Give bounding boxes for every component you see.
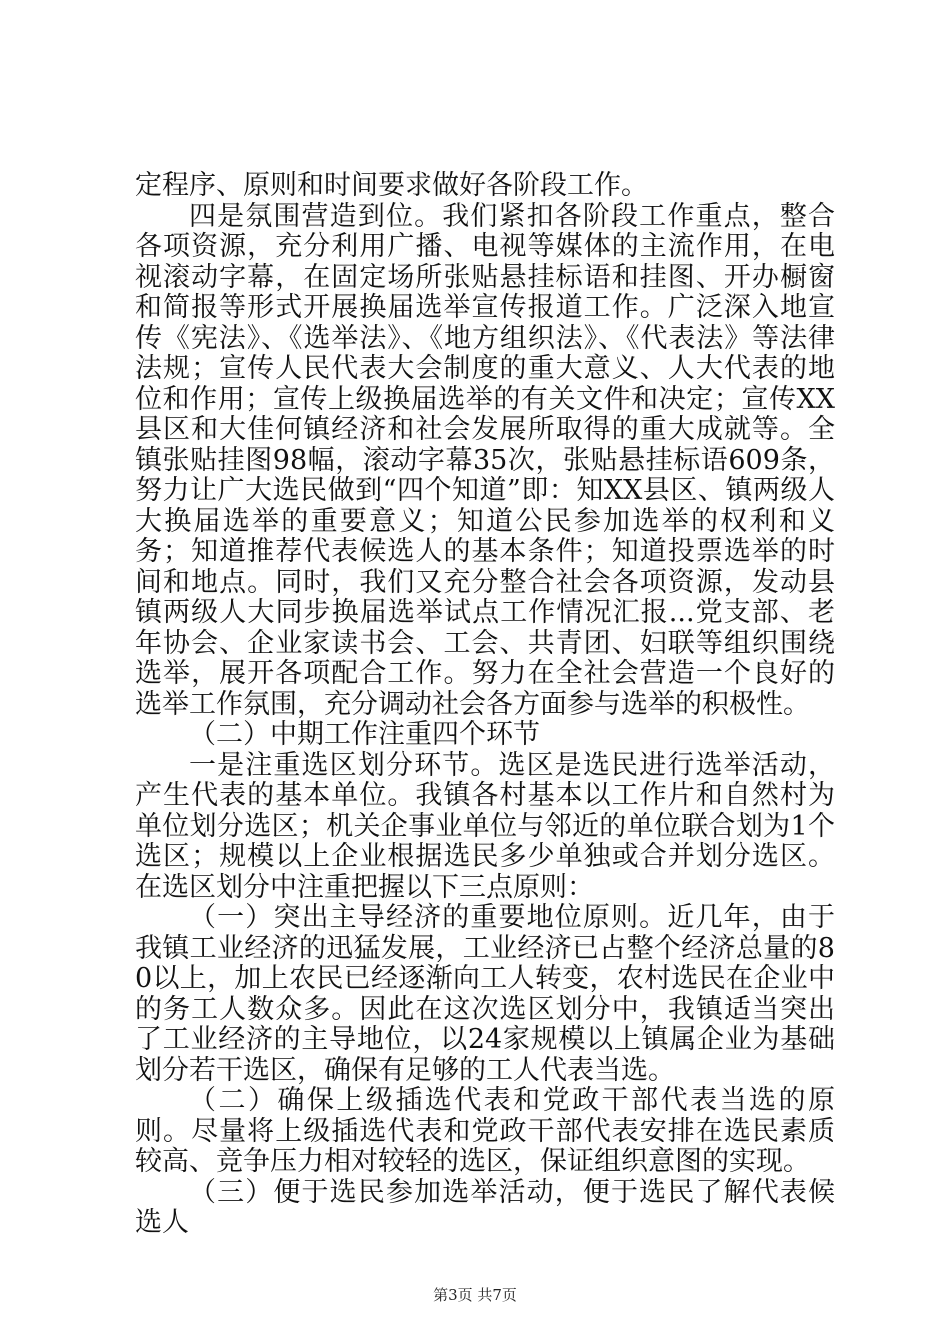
paragraph-district-division: 一是注重选区划分环节。选区是选民进行选举活动，产生代表的基本单位。我镇各村基本以工作片和自然村为单位划分选区；机关企事业单位与邻近的单位联合划为1个选区；规模以上企业根据选民多少单独或合并划分选区。在选区划分中注重把握以下三点原则：: [135, 749, 835, 903]
paragraph-atmosphere: 四是氛围营造到位。我们紧扣各阶段工作重点，整合各项资源，充分利用广播、电视等媒体的主流作用，在电视滚动字幕，在固定场所张贴悬挂标语和挂图、开办橱窗和简报等形式开展换届选举宣传报道工作。广泛深入地宣传《宪法》、《选举法》、《地方组织法》、《代表法》等法律法规；宣传人民代表大会制度的重大意义、人大代表的地位和作用；宣传上级换届选举的有关文件和决定；宣传XX县区和大佳何镇经济和社会发展所取得的重大成就等。全镇张贴挂图98幅，滚动字幕35次，张贴悬挂标语609条，努力让广大选民做到“四个知道”即：知XX县区、镇两级人大换届选举的重要意义；知道公民参加选举的权利和义务；知道推荐代表候选人的基本条件；知道投票选举的时间和地点。同时，我们又充分整合社会各项资源，发动县镇两级人大同步换届选举试点工作情况汇报...党支部、老年协会、企业家读书会、工会、共青团、妇联等组织围绕选举，展开各项配合工作。努力在全社会营造一个良好的选举工作氛围，充分调动社会各方面参与选举的积极性。: [135, 200, 835, 720]
paragraph-principle-three: （三）便于选民参加选举活动，便于选民了解代表候选人: [135, 1176, 835, 1238]
paragraph-principle-two: （二）确保上级插选代表和党政干部代表当选的原则。尽量将上级插选代表和党政干部代表安排在选民素质较高、竞争压力相对较轻的选区，保证组织意图的实现。: [135, 1085, 835, 1177]
page-number-label: 第3页 共7页: [433, 1286, 517, 1304]
section-heading-midterm: （二）中期工作注重四个环节: [189, 719, 540, 750]
paragraph-principle-one: （一）突出主导经济的重要地位原则。近几年，由于我镇工业经济的迅猛发展，工业经济已占整个经济总量的80以上，加上农民已经逐渐向工人转变，农村选民在企业中的务工人数众多。因此在这次选区划分中，我镇适当突出了工业经济的主导地位，以24家规模以上镇属企业为基础划分若干选区，确保有足够的工人代表当选。: [135, 902, 835, 1086]
page-footer: [0, 1284, 950, 1305]
paragraph-continuation: 定程序、原则和时间要求做好各阶段工作。: [135, 170, 648, 201]
document-body: [135, 171, 835, 1239]
